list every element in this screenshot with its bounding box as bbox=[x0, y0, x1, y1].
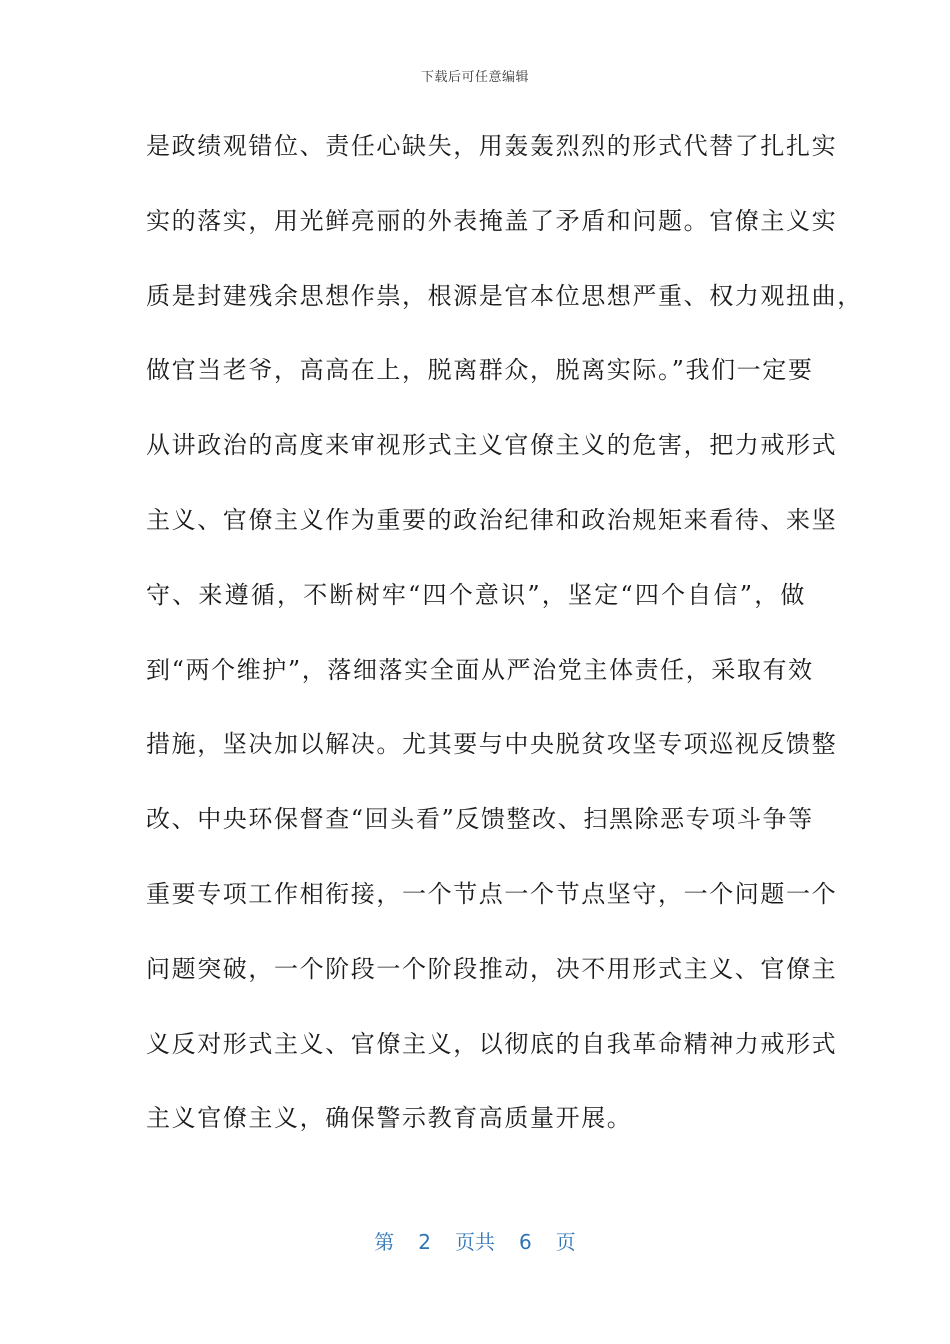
text-line: 主义官僚主义，确保警示教育高质量开展。 bbox=[146, 1104, 633, 1133]
body-text bbox=[146, 124, 863, 1171]
text-line: 从讲政治的高度来审视形式主义官僚主义的危害，把力戒形式 bbox=[146, 431, 838, 460]
text-line: 实的落实，用光鲜亮丽的外表掩盖了矛盾和问题。官僚主义实 bbox=[146, 206, 838, 235]
text-line: 措施，坚决加以解决。尤其要与中央脱贫攻坚专项巡视反馈整 bbox=[146, 730, 838, 759]
text-line: 问题突破，一个阶段一个阶段推动，决不用形式主义、官僚主 bbox=[146, 954, 838, 983]
text-line: 质是封建残余思想作祟，根源是官本位思想严重、权力观扭曲， bbox=[146, 281, 863, 310]
footer-total-pages: 6 bbox=[519, 1230, 532, 1254]
text-line: 守、来遵循，不断树牢“四个意识”，坚定“四个自信”，做 bbox=[146, 580, 806, 609]
text-line: 做官当老爷，高高在上，脱离群众，脱离实际。”我们一定要 bbox=[146, 356, 814, 385]
footer-prefix: 第 bbox=[374, 1230, 395, 1254]
footer-middle: 页共 bbox=[455, 1230, 495, 1254]
footer-current-page: 2 bbox=[418, 1230, 431, 1254]
footer-suffix: 页 bbox=[555, 1230, 576, 1254]
text-line: 到“两个维护”，落细落实全面从严治党主体责任，采取有效 bbox=[146, 655, 814, 684]
text-line: 重要专项工作相衔接，一个节点一个节点坚守，一个问题一个 bbox=[146, 879, 838, 908]
text-line: 是政绩观错位、责任心缺失，用轰轰烈烈的形式代替了扎扎实 bbox=[146, 132, 838, 160]
text-line: 主义、官僚主义作为重要的政治纪律和政治规矩来看待、来坚 bbox=[146, 505, 838, 534]
text-line: 改、中央环保督查“回头看”反馈整改、扫黑除恶专项斗争等 bbox=[146, 805, 814, 834]
page-number-footer bbox=[0, 1226, 950, 1255]
text-line: 义反对形式主义、官僚主义，以彻底的自我革命精神力戒形式 bbox=[146, 1029, 838, 1058]
header-note: 下载后可任意编辑 bbox=[420, 70, 529, 85]
